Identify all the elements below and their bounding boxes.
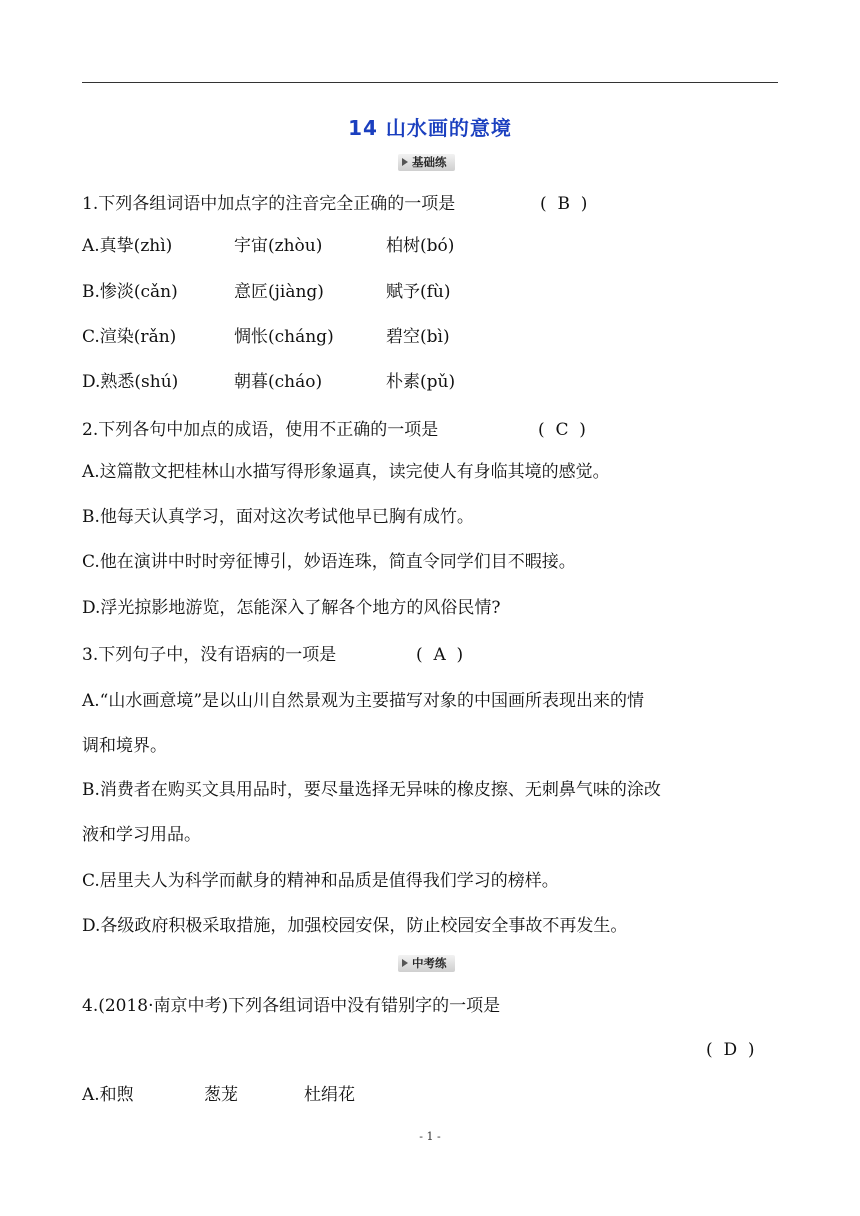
q2-option-b: B.他每天认真学习，面对这次考试他早已胸有成竹。 <box>82 507 474 527</box>
q4-option-a-1: A.和煦 <box>82 1085 134 1105</box>
q1-option-d-2: 朝暮(cháo) <box>234 372 323 392</box>
q3-option-a-line1: A.“山水画意境”是以山川自然景观为主要描写对象的中国画所表现出来的情 <box>82 691 645 711</box>
q1-option-b-3: 赋予(fù) <box>386 282 451 302</box>
q4-stem: 4.(2018·南京中考)下列各组词语中没有错别字的一项是 <box>82 996 501 1016</box>
section-badge-basic: 基础练 <box>398 154 455 171</box>
q3-option-b-line1: B.消费者在购买文具用品时，要尽量选择无异味的橡皮擦、无刺鼻气味的涂改 <box>82 780 661 800</box>
q1-answer: ( B ) <box>540 194 588 214</box>
q1-option-a-2: 宇宙(zhòu) <box>234 236 323 256</box>
q1-option-b-1: B.惨淡(cǎn) <box>82 282 178 302</box>
q2-option-d: D.浮光掠影地游览，怎能深入了解各个地方的风俗民情? <box>82 598 501 618</box>
q4-answer: ( D ) <box>706 1040 755 1060</box>
q2-answer: ( C ) <box>538 420 586 440</box>
q1-option-d-3: 朴素(pǔ) <box>386 372 456 392</box>
header-rule <box>82 82 778 83</box>
q2-option-c: C.他在演讲中时时旁征博引，妙语连珠，简直令同学们目不暇接。 <box>82 552 576 572</box>
q3-option-b-line2: 液和学习用品。 <box>82 825 201 845</box>
q1-option-a-1: A.真挚(zhì) <box>82 236 173 256</box>
q3-option-d: D.各级政府积极采取措施，加强校园安保，防止校园安全事故不再发生。 <box>82 916 628 936</box>
q4-option-a-2: 葱茏 <box>204 1085 238 1105</box>
q2-option-a: A.这篇散文把桂林山水描写得形象逼真，读完使人有身临其境的感觉。 <box>82 462 610 482</box>
q2-stem: 2.下列各句中加点的成语，使用不正确的一项是 <box>82 420 439 440</box>
page-number: - 1 - <box>419 1130 441 1143</box>
q3-option-c: C.居里夫人为科学而献身的精神和品质是值得我们学习的榜样。 <box>82 871 559 891</box>
q1-stem: 1.下列各组词语中加点字的注音完全正确的一项是 <box>82 194 456 214</box>
page-title: 14 山水画的意境 <box>348 116 512 140</box>
q1-option-c-1: C.渲染(rǎn) <box>82 327 177 347</box>
q3-option-a-line2: 调和境界。 <box>82 736 167 756</box>
q3-stem: 3.下列句子中，没有语病的一项是 <box>82 645 337 665</box>
q3-answer: ( A ) <box>416 645 464 665</box>
q1-option-c-2: 惆怅(cháng) <box>234 327 334 347</box>
section-badge-exam: 中考练 <box>398 955 455 972</box>
q1-option-c-3: 碧空(bì) <box>386 327 450 347</box>
q1-option-d-1: D.熟悉(shú) <box>82 372 179 392</box>
q1-option-a-3: 柏树(bó) <box>386 236 455 256</box>
q1-option-b-2: 意匠(jiàng) <box>234 282 324 302</box>
q4-option-a-3: 杜绢花 <box>304 1085 355 1105</box>
